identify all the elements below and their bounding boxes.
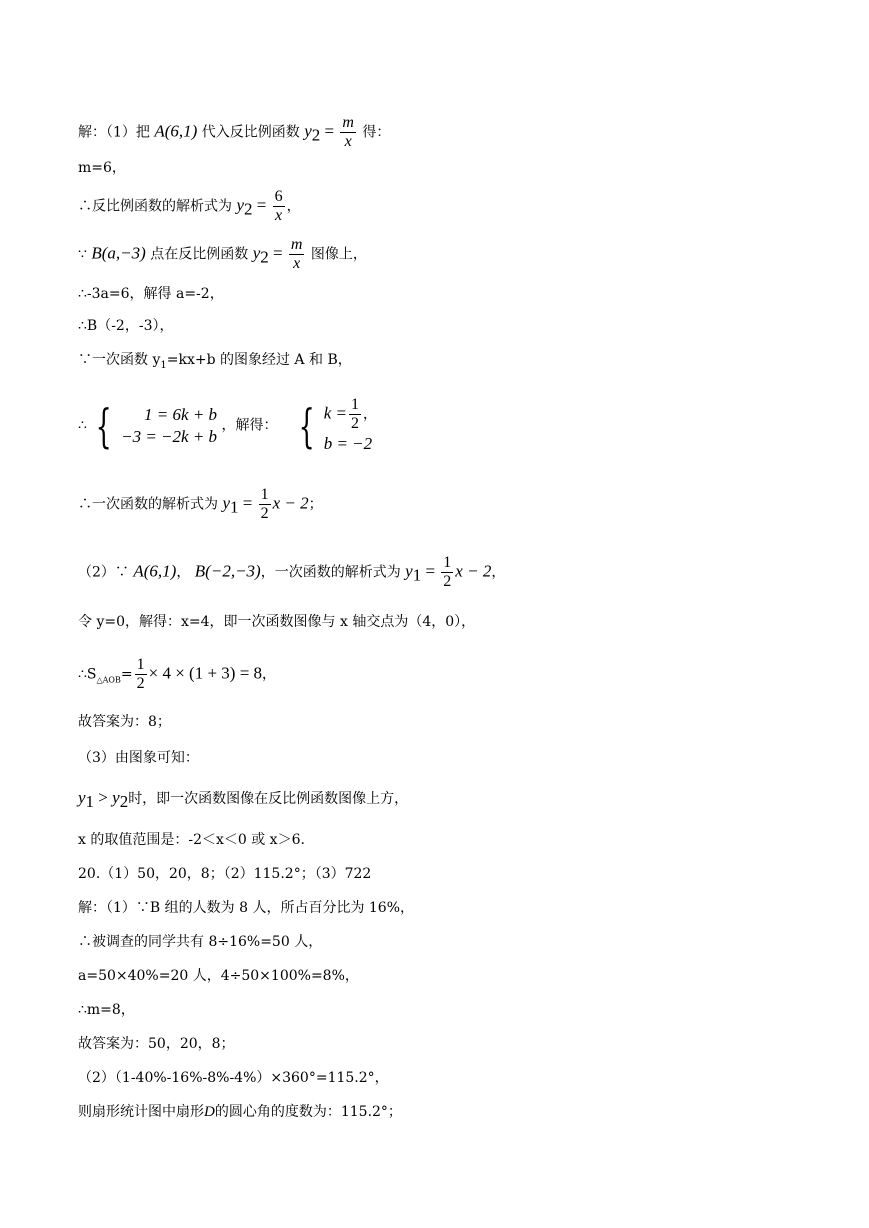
solution-line-9: ∴一次函数的解析式为 $y_1$ = $\frac{1}{2}$ x − 2；	[78, 486, 323, 522]
solution-line-24: 则扇形统计图中扇形D的圆心角的度数为：115.2°；	[78, 1104, 402, 1120]
point-a: A(6,1)	[154, 121, 198, 141]
solution-line-18: 解：（1）∵B 组的人数为 8 人，所占百分比为 16%，	[78, 900, 415, 916]
solution-line-4: ∵ B(a,−3) 点在反比例函数 $y_2$ = $\frac{m}{x}$ 图像上，	[78, 236, 367, 272]
fraction-1-over-2: $\frac{1}{2}$	[260, 486, 269, 522]
left-brace: {	[95, 398, 113, 453]
solution-line-10: （2）∵ A(6,1)， B(−2,−3)，一次函数的解析式为 $y_1$ = $\frac{1}{2}$ x − 2，	[78, 554, 506, 590]
left-brace: {	[298, 398, 315, 453]
fraction-6-over-x: $\frac{6}{x}$	[274, 188, 283, 224]
solution-line-16: x 的取值范围是：-2＜x＜0 或 x＞6.	[78, 832, 305, 848]
solution-line-21: ∴m=8，	[78, 1002, 135, 1018]
solution-line-19: ∴被调查的同学共有 8÷16%=50 人，	[78, 934, 323, 950]
solution-line-15: $y_1 > y_2$时，即一次函数图像在反比例函数图像上方，	[78, 788, 409, 811]
solution-line-23: （2）（1-40%-16%-8%-4%）×360°=115.2°，	[78, 1070, 389, 1086]
solution-system: k = $\frac{1}{2}$ ， b = −2	[323, 396, 377, 453]
equation-system: 1 = 6k + b −3 = −2k + b	[121, 404, 218, 446]
area-formula-line: $\therefore S_{\triangle AOB}=$ $\frac{1}{2}$ × 4 × (1 + 3) = 8，	[78, 656, 277, 692]
solution-line-11: 令 y=0，解得：x=4，即一次函数图像与 x 轴交点为（4，0），	[78, 614, 476, 630]
solution-line-5: ∴-3a=6，解得 a=-2，	[78, 286, 224, 302]
solution-line-6: ∴B（-2，-3），	[78, 318, 174, 334]
solution-line-14: （3）由图象可知：	[78, 750, 199, 766]
fraction-m-over-x: $\frac{m}{x}$	[290, 236, 303, 272]
equation-system-line: ∴ { 1 = 6k + b −3 = −2k + b ，解得： { k = $\frac{1}{2}$ ， b = −2	[78, 396, 377, 453]
fraction-1-over-2: $\frac{1}{2}$	[350, 396, 359, 432]
answer-20-summary: 20.（1）50，20，8；（2）115.2°；（3）722	[78, 866, 372, 882]
solution-line-7: ∵一次函数 $y_1=kx+b$ 的图象经过 A 和 B，	[78, 352, 352, 371]
solution-line-13: 故答案为：8；	[78, 714, 171, 730]
solution-line-1: 解：（1）把 A(6,1) 代入反比例函数 $y_2$ = $\frac{m}{x}$ 得：	[78, 114, 391, 150]
point-b: B(a,−3)	[91, 243, 146, 263]
fraction-1-over-2: $\frac{1}{2}$	[136, 656, 145, 692]
solution-line-2: m=6，	[78, 160, 126, 176]
solution-line-3: ∴反比例函数的解析式为 $y_2$ = $\frac{6}{x}$ ，	[78, 188, 301, 224]
solution-line-22: 故答案为：50，20，8；	[78, 1036, 235, 1052]
fraction-m-over-x: $\frac{m}{x}$	[342, 114, 354, 150]
solution-line-20: a=50×40%=20 人，4÷50×100%=8%，	[78, 968, 359, 984]
fraction-1-over-2: $\frac{1}{2}$	[443, 554, 452, 590]
